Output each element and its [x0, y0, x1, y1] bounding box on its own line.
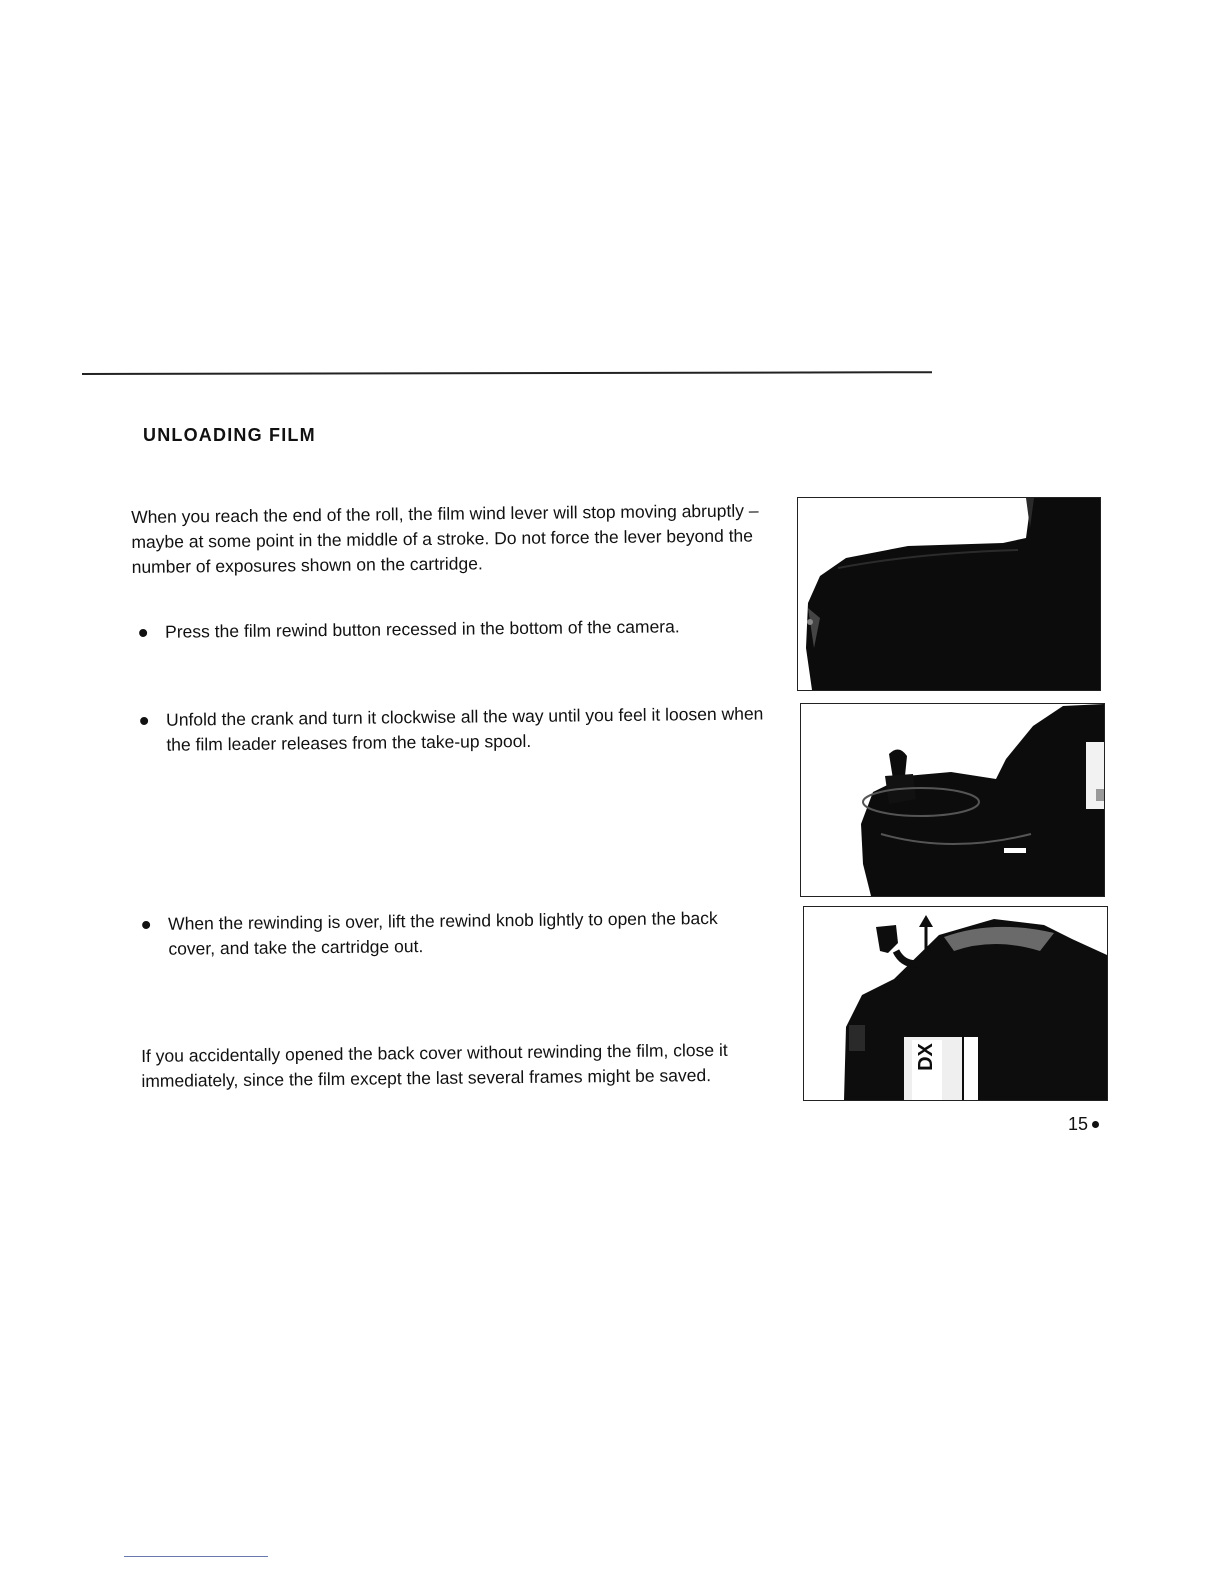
photo-cartridge-removal	[803, 906, 1108, 1101]
cartridge-dx-label: DX	[915, 1043, 937, 1071]
rewind-crank-illustration	[801, 704, 1104, 896]
page-number-text: 15	[1068, 1114, 1089, 1134]
page-dot-icon	[1092, 1121, 1099, 1128]
bullet-icon	[140, 717, 148, 725]
top-rule	[82, 371, 932, 375]
step-item	[139, 614, 739, 645]
section-title: UNLOADING FILM	[143, 425, 316, 445]
step-item	[140, 701, 765, 758]
step-text: Press the film rewind button recessed in the bottom of the camera.	[165, 616, 680, 642]
step-item	[142, 906, 762, 962]
bullet-icon	[142, 921, 150, 929]
photo-rewind-crank	[800, 703, 1105, 897]
bullet-icon	[139, 629, 147, 637]
cartridge-removal-illustration	[804, 907, 1107, 1100]
bottom-rule	[124, 1556, 268, 1557]
photo-camera-bottom	[797, 497, 1101, 691]
page-number	[1068, 1114, 1099, 1135]
note-paragraph: If you accidentally opened the back cover without rewinding the film, close it immediately, since the film except the last several frames might be saved.	[141, 1039, 728, 1091]
intro-paragraph: When you reach the end of the roll, the film wind lever will stop moving abruptly – maybe at some point in the middle of a stroke. Do not force the lever beyond the number of exposures shown on the cartridge.	[131, 500, 759, 577]
step-text: When the rewinding is over, lift the rewind knob lightly to open the back cover, and take the cartridge out.	[168, 907, 718, 959]
camera-bottom-illustration	[798, 498, 1100, 690]
step-text: Unfold the crank and turn it clockwise all the way until you feel it loosen when the film leader releases from the take-up spool.	[166, 703, 764, 755]
